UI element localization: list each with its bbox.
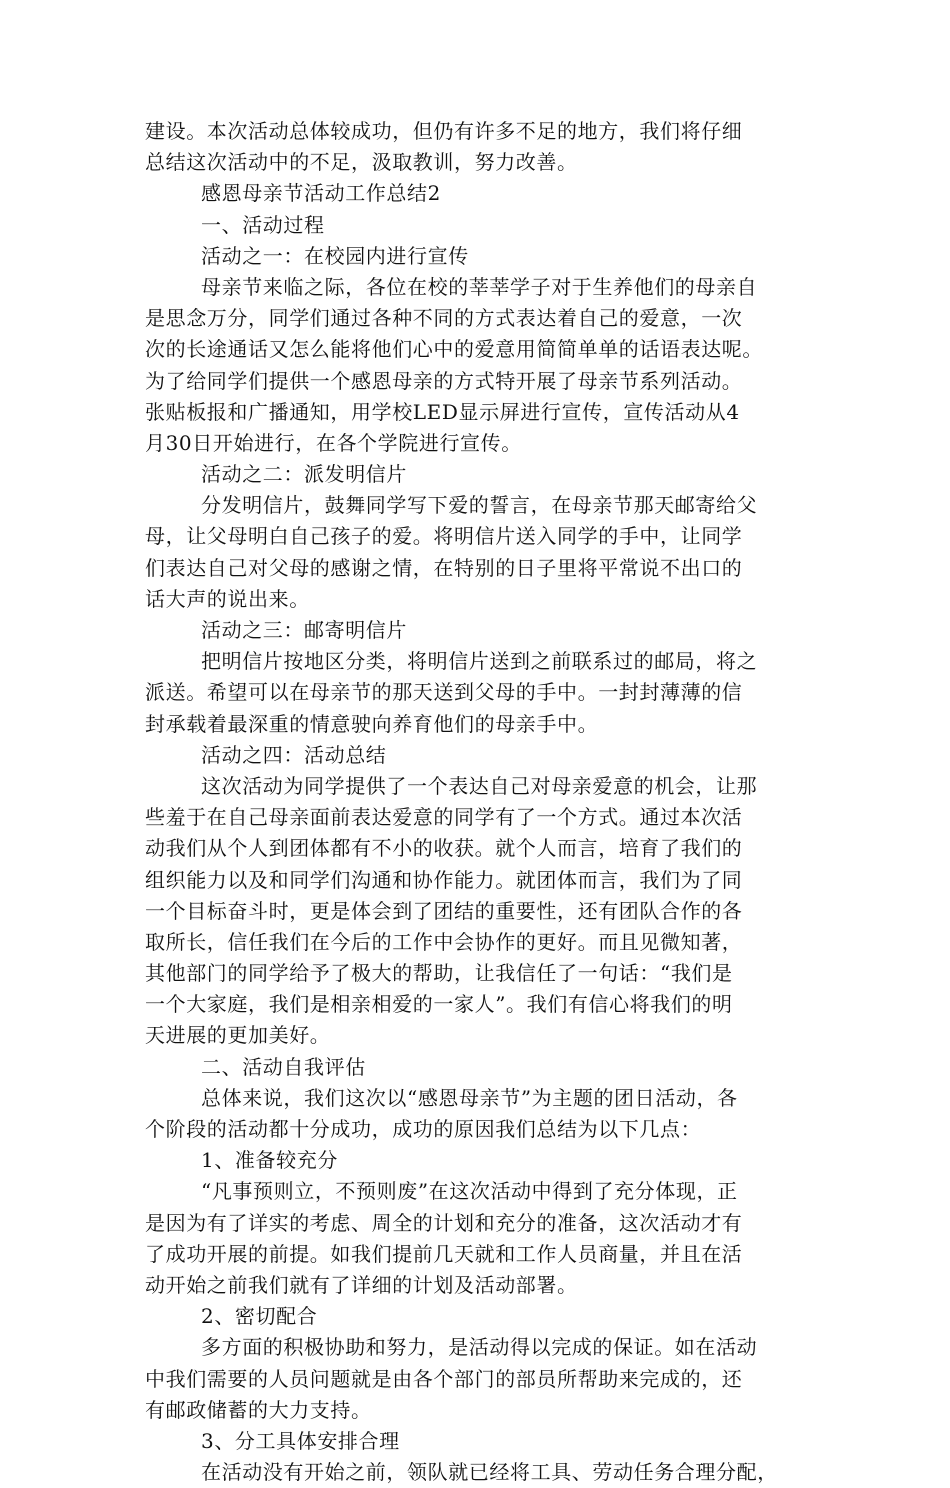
text-line: 二、活动自我评估: [201, 1054, 366, 1079]
text-line: 活动之四：活动总结: [201, 742, 387, 767]
text-line: 把明信片按地区分类，将明信片送到之前联系过的邮局，将之: [201, 649, 758, 674]
text-line: 一个大家庭，我们是相亲相爱的一家人”。我们有信心将我们的明: [145, 992, 733, 1017]
text-line: 话大声的说出来。: [145, 586, 310, 611]
text-line: 建设。本次活动总体较成功，但仍有许多不足的地方，我们将仔细: [145, 119, 743, 143]
text-line: 次的长途通话又怎么能将他们心中的爱意用简简单单的话语表达呢。: [145, 337, 763, 362]
text-line: 派送。希望可以在母亲节的那天送到父母的手中。一封封薄薄的信: [145, 680, 743, 705]
text-line: 活动之二：派发明信片: [201, 462, 407, 487]
text-line: 是思念万分，同学们通过各种不同的方式表达着自己的爱意，一次: [145, 306, 743, 331]
text-line: 些羞于在自己母亲面前表达爱意的同学有了一个方式。通过本次活: [145, 805, 743, 830]
text-line: 动我们从个人到团体都有不小的收获。就个人而言，培育了我们的: [145, 836, 743, 861]
text-line: 为了给同学们提供一个感恩母亲的方式特开展了母亲节系列活动。: [145, 368, 743, 393]
text-line: 3、分工具体安排合理: [201, 1428, 400, 1453]
text-line: 1、准备较充分: [201, 1148, 338, 1173]
text-line: 总体来说，我们这次以“感恩母亲节”为主题的团日活动，各: [201, 1085, 738, 1110]
text-line: 张贴板报和广播通知，用学校LED显示屏进行宣传，宣传活动从4: [145, 399, 740, 424]
text-line: 分发明信片，鼓舞同学写下爱的誓言，在母亲节那天邮寄给父: [201, 493, 758, 518]
text-line: 是因为有了详实的考虑、周全的计划和充分的准备，这次活动才有: [145, 1210, 743, 1235]
text-line: 活动之三：邮寄明信片: [201, 618, 407, 642]
text-line: 多方面的积极协助和努力，是活动得以完成的保证。如在活动: [201, 1335, 758, 1360]
text-line: 天进展的更加美好。: [145, 1023, 331, 1048]
text-line: 在活动没有开始之前，领队就已经将工具、劳动任务合理分配，: [201, 1460, 778, 1485]
text-line: 母，让父母明白自己孩子的爱。将明信片送入同学的手中，让同学: [145, 524, 743, 549]
text-line: “凡事预则立，不预则废”在这次活动中得到了充分体现，正: [201, 1179, 738, 1204]
text-line: 这次活动为同学提供了一个表达自己对母亲爱意的机会，让那: [201, 773, 758, 798]
text-line: 活动之一：在校园内进行宣传: [201, 243, 469, 268]
text-line: 动开始之前我们就有了详细的计划及活动部署。: [145, 1272, 578, 1297]
text-line: 个阶段的活动都十分成功，成功的原因我们总结为以下几点：: [145, 1117, 702, 1141]
text-line: 2、密切配合: [201, 1304, 318, 1329]
text-line: 感恩母亲节活动工作总结2: [201, 181, 441, 206]
text-line: 取所长，信任我们在今后的工作中会协作的更好。而且见微知著，: [145, 929, 743, 954]
text-line: 一个目标奋斗时，更是体会到了团结的重要性，还有团队合作的各: [145, 898, 743, 923]
text-line: 中我们需要的人员问题就是由各个部门的部员所帮助来完成的，还: [145, 1366, 743, 1391]
text-line: 总结这次活动中的不足，汲取教训，努力改善。: [145, 150, 578, 175]
text-line: 有邮政储蓄的大力支持。: [145, 1397, 372, 1422]
text-line: 了成功开展的前提。如我们提前几天就和工作人员商量，并且在活: [145, 1241, 743, 1266]
text-line: 月30日开始进行，在各个学院进行宣传。: [145, 430, 522, 455]
text-line: 封承载着最深重的情意驶向养育他们的母亲手中。: [145, 711, 599, 736]
text-line: 母亲节来临之际，各位在校的莘莘学子对于生养他们的母亲自: [201, 274, 758, 299]
document-body: [145, 116, 825, 1488]
text-line: 其他部门的同学给予了极大的帮助，让我信任了一句话：“我们是: [145, 961, 733, 986]
text-line: 们表达自己对父母的感谢之情，在特别的日子里将平常说不出口的: [145, 555, 743, 580]
text-line: 一、活动过程: [201, 212, 325, 237]
text-line: 组织能力以及和同学们沟通和协作能力。就团体而言，我们为了同: [145, 867, 743, 892]
